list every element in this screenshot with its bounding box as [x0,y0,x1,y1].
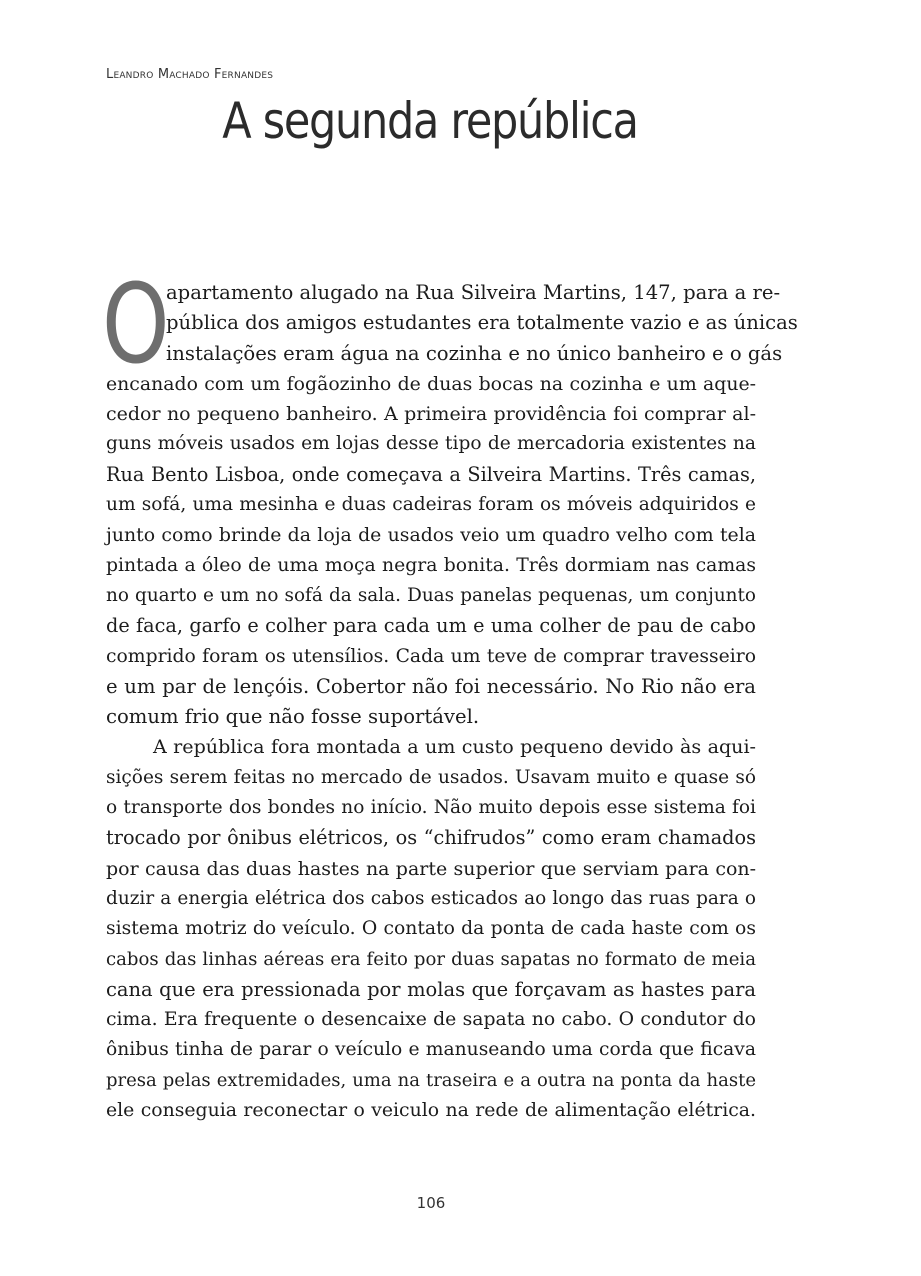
paragraph-1 [102,260,798,732]
text-line: sições serem feitas no mercado de usados. Usavam muito e quase só [106,766,756,788]
text-line: A república fora montada a um custo pequeno devido às aqui- [153,735,756,759]
text-line: de faca, garfo e colher para cada um e uma colher de pau de cabo [106,614,756,638]
text-line: ele conseguia reconectar o veiculo na rede de alimentação elétrica. [106,1100,756,1122]
chapter-title: A segunda república [222,92,638,150]
text-line: guns móveis usados em lojas desse tipo de mercadoria existentes na [106,433,756,455]
text-line: duzir a energia elétrica dos cabos esticados ao longo das ruas para o [106,887,756,909]
text-line: e um par de lençóis. Cobertor não foi necessário. No Rio não era [106,674,756,698]
text-line: por causa das duas hastes na parte superior que serviam para con- [106,857,756,880]
text-line: ônibus tinha de parar o veículo e manuseando uma corda que ficava [106,1039,756,1061]
page-number: 106 [416,1194,446,1212]
text-line: comprido foram os utensílios. Cada um teve de comprar travesseiro [106,645,756,667]
text-line: trocado por ônibus elétricos, os “chifrudos” como eram chamados [106,826,756,850]
text-line: junto como brinde da loja de usados veio um quadro velho com tela [106,524,756,547]
text-line: o transporte dos bondes no início. Não muito depois esse sistema foi [106,797,756,819]
text-line: cedor no pequeno banheiro. A primeira providência foi comprar al- [106,403,756,426]
text-line: pública dos amigos estudantes era totalmente vazio e as únicas [166,311,798,335]
text-line: cabos das linhas aéreas era feito por duas sapatas no formato de meia [106,948,756,970]
text-line: instalações eram água na cozinha e no único banheiro e o gás [166,341,783,365]
text-line: presa pelas extremidades, uma na traseira e a outra na ponta da haste [106,1069,756,1091]
running-header: Leandro Machado Fernandes [106,67,274,82]
text-line: cana que era pressionada por molas que forçavam as hastes para [106,977,756,1001]
drop-cap: O [102,260,170,388]
text-line: no quarto e um no sofá da sala. Duas panelas pequenas, um conjunto [106,584,756,606]
text-line: comum frio que não fosse suportável. [106,705,480,729]
text-line: encanado com um fogãozinho de duas bocas na cozinha e um aque- [106,372,756,395]
text-line: pintada a óleo de uma moça negra bonita. Três dormiam nas camas [106,554,756,576]
text-line: apartamento alugado na Rua Silveira Martins, 147, para a re- [166,281,781,304]
text-line: sistema motriz do veículo. O contato da ponta de cada haste com os [106,918,756,940]
text-line: Rua Bento Lisboa, onde começava a Silveira Martins. Três camas, [106,462,756,486]
body-text [102,260,798,1126]
text-line: um sofá, uma mesinha e duas cadeiras foram os móveis adquiridos e [106,494,756,516]
text-line: cima. Era frequente o desencaixe de sapata no cabo. O condutor do [106,1009,756,1031]
paragraph-2 [106,732,756,1126]
